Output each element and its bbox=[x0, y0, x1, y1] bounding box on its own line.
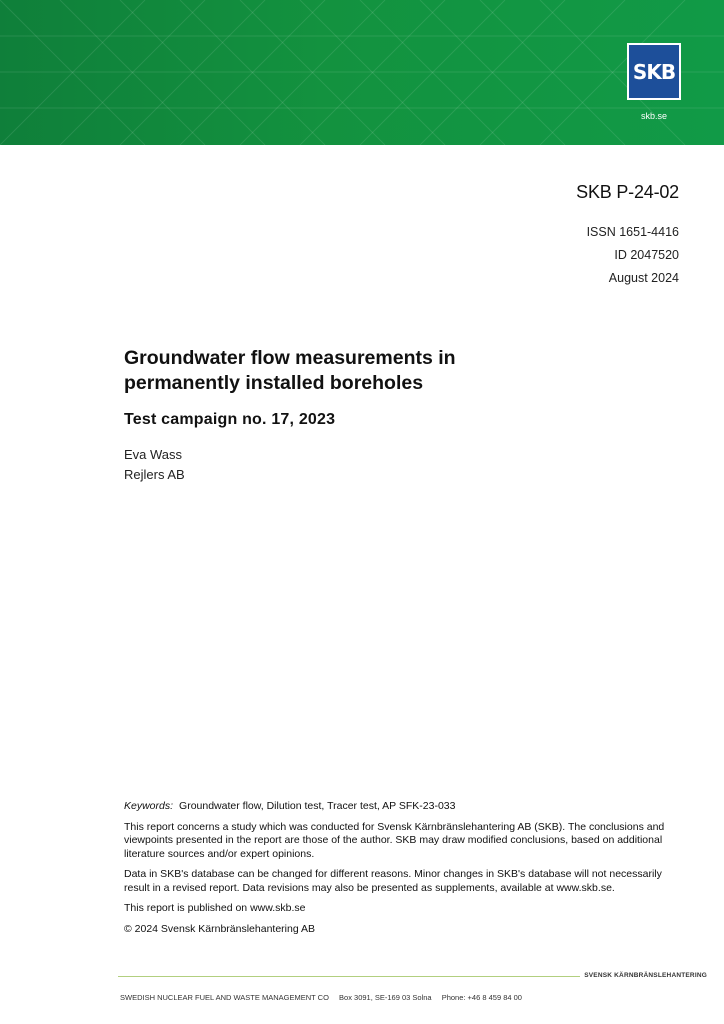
report-notes bbox=[124, 800, 669, 943]
copyright-notice: © 2024 Svensk Kärnbränslehantering AB bbox=[124, 922, 316, 935]
report-title-line-1: Groundwater flow measurements in bbox=[124, 347, 456, 369]
author-name: Eva Wass bbox=[124, 447, 183, 462]
footer-divider bbox=[118, 976, 580, 977]
publication-date: August 2024 bbox=[608, 271, 679, 285]
report-number: SKB P-24-02 bbox=[576, 182, 679, 202]
report-title-line-2: permanently installed boreholes bbox=[124, 372, 424, 394]
title-block bbox=[124, 346, 604, 485]
report-subtitle: Test campaign no. 17, 2023 bbox=[124, 411, 336, 428]
logo-text: SKB bbox=[632, 59, 676, 84]
keywords-text: Groundwater flow, Dilution test, Tracer test, AP SFK-23-033 bbox=[179, 800, 456, 812]
footer-brand: SVENSK KÄRNBRÄNSLEHANTERING bbox=[584, 972, 707, 979]
keywords-label: Keywords: bbox=[124, 800, 174, 812]
issn: ISSN 1651-4416 bbox=[586, 225, 679, 239]
banner-pattern bbox=[0, 0, 724, 145]
footer-address bbox=[120, 993, 530, 1002]
footer-postal-address: Box 3091, SE-169 03 Solna bbox=[339, 993, 432, 1002]
data-revision-paragraph: Data in SKB's database can be changed for different reasons. Minor changes in SKB's database will not necessarily result in a revised report. Data revisions may also be presented as supplements, available at www.skb.se. bbox=[124, 868, 662, 894]
publication-note: This report is published on www.skb.se bbox=[124, 902, 306, 914]
report-title bbox=[124, 346, 604, 396]
footer-phone: Phone: +46 8 459 84 00 bbox=[441, 993, 522, 1002]
keywords-line bbox=[124, 800, 669, 814]
document-id: ID 2047520 bbox=[614, 248, 679, 262]
skb-logo bbox=[627, 43, 681, 100]
author-organization: Rejlers AB bbox=[124, 467, 185, 482]
footer-company: SWEDISH NUCLEAR FUEL AND WASTE MANAGEMENT CO bbox=[120, 993, 329, 1002]
author-block bbox=[124, 445, 604, 485]
disclaimer-paragraph: This report concerns a study which was conducted for Svensk Kärnbränslehantering AB (SKB). The conclusions and viewpoints presented in the report are those of the author. SKB may draw modified conclusions, based on additional literature sources and/or expert opinions. bbox=[124, 820, 665, 860]
logo-site-url[interactable]: skb.se bbox=[640, 111, 667, 121]
header-banner bbox=[0, 0, 724, 145]
report-meta bbox=[576, 182, 679, 290]
